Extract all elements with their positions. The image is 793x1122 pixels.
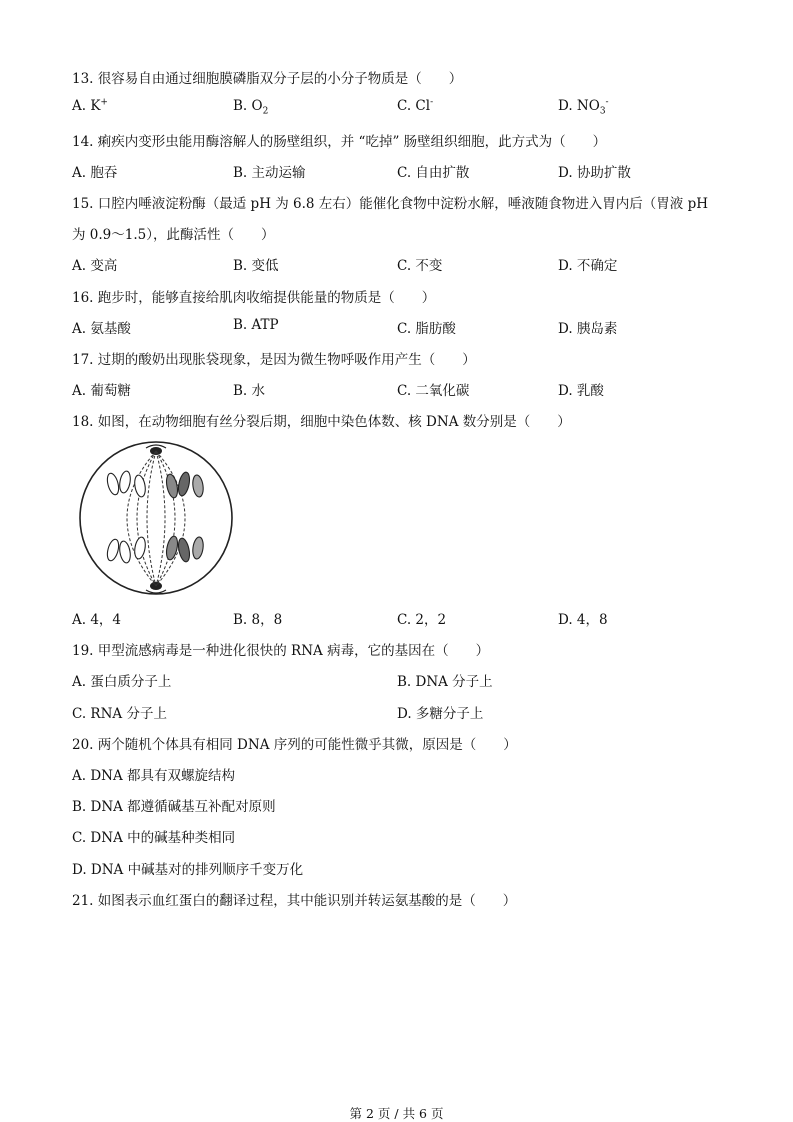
q13-option-c: C. Cl- [397, 97, 434, 114]
q14-stem: 14. 痢疾内变形虫能用酶溶解人的肠壁组织，并 “吃掉” 肠壁组织细胞，此方式为（ ） [72, 134, 607, 150]
q14-option-d: D. 协助扩散 [558, 165, 631, 181]
q15-stem-line2: 为 0.9～1.5），此酶活性（ ） [72, 227, 275, 243]
q19-option-a: A. 蛋白质分子上 [72, 674, 172, 690]
q20-option-c: C. DNA 中的碱基种类相同 [72, 830, 236, 846]
q20-option-d: D. DNA 中碱基对的排列顺序千变万化 [72, 862, 304, 878]
q17-option-a: A. 葡萄糖 [72, 383, 131, 399]
q19-option-b: B. DNA 分子上 [397, 674, 493, 690]
q17-option-c: C. 二氧化碳 [397, 383, 470, 399]
q18-option-b: B. 8，8 [233, 612, 283, 628]
q16-option-d: D. 胰岛素 [558, 321, 618, 337]
q19-option-c: C. RNA 分子上 [72, 706, 167, 722]
q21-stem: 21. 如图表示血红蛋白的翻译过程，其中能识别并转运氨基酸的是（ ） [72, 893, 517, 909]
mitosis-anaphase-figure [78, 440, 238, 602]
q13-option-b: B. $O_2$ [233, 98, 269, 117]
q13-option-d: D. $NO_3^-$ [558, 97, 609, 117]
q20-option-b: B. DNA 都遵循碱基互补配对原则 [72, 799, 276, 815]
q18-stem: 18. 如图，在动物细胞有丝分裂后期，细胞中染色体数、核 DNA 数分别是（ ） [72, 414, 571, 430]
q14-option-b: B. 主动运输 [233, 165, 306, 181]
q16-option-c: C. 脂肪酸 [397, 321, 456, 337]
q16-stem: 16. 跑步时，能够直接给肌肉收缩提供能量的物质是（ ） [72, 290, 436, 306]
q20-option-a: A. DNA 都具有双螺旋结构 [72, 768, 236, 784]
q14-option-a: A. 胞吞 [72, 165, 118, 181]
q19-option-d: D. 多糖分子上 [397, 706, 484, 722]
q15-stem-line1: 15. 口腔内唾液淀粉酶（最适 pH 为 6.8 左右）能催化食物中淀粉水解，唾液随食物进入胃内后（胃液 pH [72, 196, 709, 212]
q13-stem: 13. 很容易自由通过细胞膜磷脂双分子层的小分子物质是（ ） [72, 71, 463, 87]
q16-option-a: A. 氨基酸 [72, 321, 131, 337]
q15-option-d: D. 不确定 [558, 258, 618, 274]
q17-option-d: D. 乳酸 [558, 383, 604, 399]
page-footer: 第 2 页 / 共 6 页 [349, 1106, 444, 1121]
q17-option-b: B. 水 [233, 383, 266, 399]
q18-option-d: D. 4，8 [558, 612, 608, 628]
q18-option-a: A. 4，4 [72, 612, 122, 628]
q14-option-c: C. 自由扩散 [397, 165, 470, 181]
q15-option-a: A. 变高 [72, 258, 118, 274]
q15-option-b: B. 变低 [233, 258, 279, 274]
q17-stem: 17. 过期的酸奶出现胀袋现象，是因为微生物呼吸作用产生（ ） [72, 352, 476, 368]
q19-stem: 19. 甲型流感病毒是一种进化很快的 RNA 病毒，它的基因在（ ） [72, 643, 490, 659]
q18-option-c: C. 2，2 [397, 612, 447, 628]
q13-option-a: A. K+ [72, 97, 108, 114]
q16-option-b: B. ATP [233, 317, 279, 333]
q20-stem: 20. 两个随机个体具有相同 DNA 序列的可能性微乎其微，原因是（ ） [72, 737, 517, 753]
q15-option-c: C. 不变 [397, 258, 443, 274]
